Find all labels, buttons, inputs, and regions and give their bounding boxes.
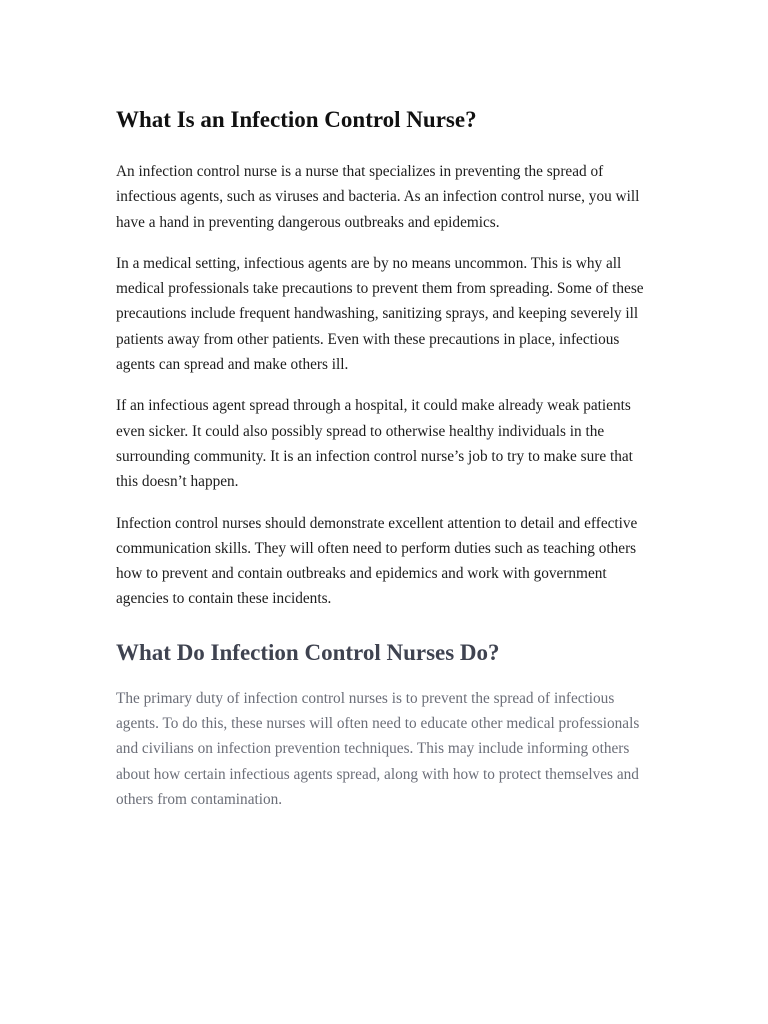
paragraph-medical-setting: In a medical setting, infectious agents are by no means uncommon. This is why all medical professionals take precautions to prevent them from spreading. Some of these precautions include frequent handwashing, sanitizing sprays, and keeping severely ill patients away from other patients. Even with these precautions in place, infectious agents can spread and make others ill. xyxy=(116,254,644,374)
paragraph-skills: Infection control nurses should demonstrate excellent attention to detail and effective communication skills. They will often need to perform duties such as teaching others how to prevent and contain outbreaks and epidemics and work with government agencies to contain these incidents. xyxy=(116,514,638,608)
section-heading-what-is: What Is an Infection Control Nurse? xyxy=(116,107,477,132)
paragraph-primary-duty: The primary duty of infection control nurses is to prevent the spread of infectious agents. To do this, these nurses will often need to educate other medical professionals and civilians on infection prevention techniques. This may include informing others about how certain infectious agents spread, along with how to protect themselves and others from contamination. xyxy=(116,689,640,808)
document-page xyxy=(116,104,648,828)
section-heading-what-do: What Do Infection Control Nurses Do? xyxy=(116,639,500,665)
paragraph-definition: An infection control nurse is a nurse that specializes in preventing the spread of infectious agents, such as viruses and bacteria. As an infection control nurse, you will have a hand in preventing dangerous outbreaks and epidemics. xyxy=(116,163,640,231)
paragraph-hospital-spread: If an infectious agent spread through a hospital, it could make already weak patients even sicker. It could also possibly spread to otherwise healthy individuals in the surrounding community. It is an infection control nurse’s job to try to make sure that this doesn’t happen. xyxy=(116,397,633,491)
